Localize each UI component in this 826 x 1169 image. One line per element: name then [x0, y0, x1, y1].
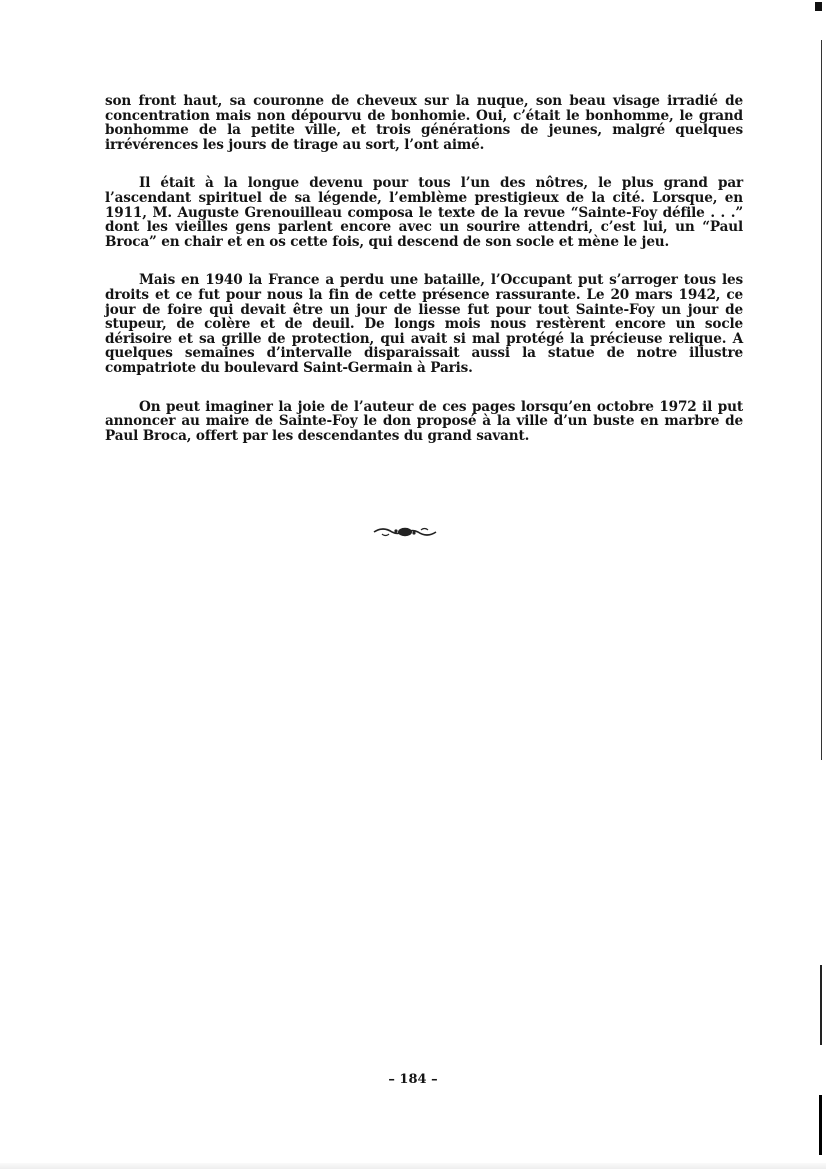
paragraph-4: On peut imaginer la joie de l’auteur de ces pages lorsqu’en octobre 1972 il put annoncer au maire de Sainte-Foy le don proposé à la ville d’un buste en marbre de Paul Broca, offert par les descendantes du grand savant. [105, 398, 743, 444]
scan-artifact-mark [815, 2, 822, 11]
scan-artifact-edge [820, 965, 822, 1045]
scan-artifact-edge [821, 40, 822, 760]
paragraph-3: Mais en 1940 la France a perdu une bataille, l’Occupant put s’arroger tous les droits et ce fut pour nous la fin de cette présence rassurante. Le 20 mars 1942, ce jour de foire qui devait être un jour de liesse fut pour tout Sainte-Foy un jour de stupeur, de colère et de deuil. De longs mois nous restèrent encore un socle dérisoire et sa grille de protection, qui avait si mal protégé la précieuse relique. A quelques semaines d’intervalle disparaissait aussi la statue de notre illustre compatriote du boulevard Saint-Germain à Paris. [105, 272, 743, 376]
paragraph-2: Il était à la longue devenu pour tous l’un des nôtres, le plus grand par l’ascendant spirituel de sa légende, l’emblème prestigieux de la cité. Lorsque, en 1911, M. Auguste Grenouilleau composa le texte de la revue “Sainte-Foy défile . . .” dont les vieilles gens parlent encore avec un sourire attendri, c’est lui, un “Paul Broca” en chair et en os cette fois, qui descend de son socle et mène le jeu. [105, 175, 743, 250]
paragraph-1: son front haut, sa couronne de cheveux sur la nuque, son beau visage irradié de concentration mais non dépourvu de bonhomie. Oui, c’était le bonhomme, le grand bonhomme de la petite ville, et trois générations de jeunes, malgré quelques irrévérences les jours de tirage au sort, l’ont aimé. [105, 93, 743, 153]
page-number: – 184 – [388, 1072, 438, 1087]
scan-artifact-edge [819, 1095, 822, 1155]
fleuron-ornament-icon [372, 526, 438, 538]
scan-bottom-shade [0, 1163, 826, 1169]
body-text [105, 94, 743, 467]
